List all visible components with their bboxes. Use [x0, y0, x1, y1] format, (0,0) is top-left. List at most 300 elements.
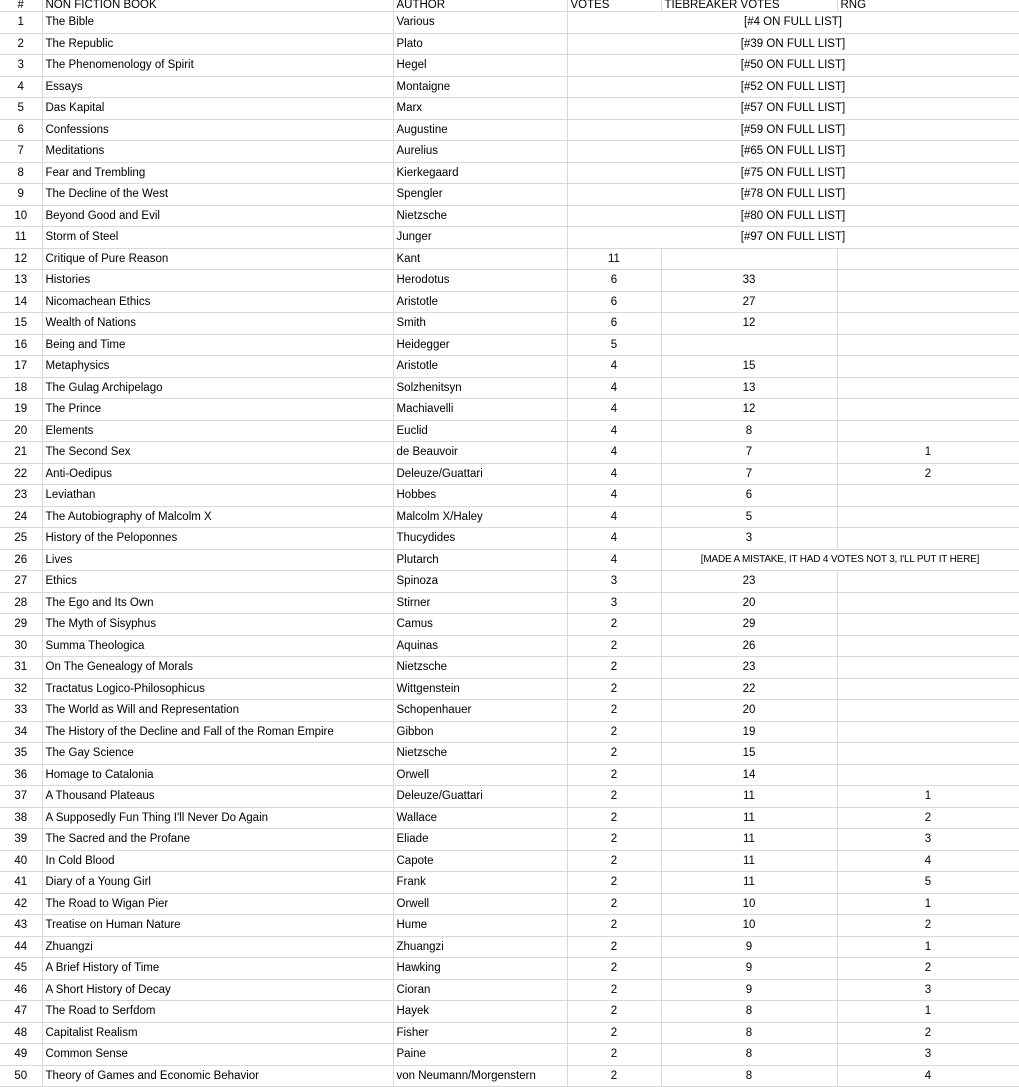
cell-book[interactable]: Ethics: [42, 571, 393, 593]
cell-num[interactable]: 42: [0, 893, 42, 915]
cell-book[interactable]: Homage to Catalonia: [42, 764, 393, 786]
cell-tiebreaker[interactable]: 11: [661, 786, 837, 808]
cell-num[interactable]: 34: [0, 721, 42, 743]
cell-votes[interactable]: 6: [567, 313, 661, 335]
cell-author[interactable]: Aristotle: [393, 356, 567, 378]
cell-num[interactable]: 45: [0, 958, 42, 980]
cell-votes[interactable]: 2: [567, 614, 661, 636]
cell-rng[interactable]: [837, 334, 1019, 356]
cell-tiebreaker[interactable]: 10: [661, 915, 837, 937]
cell-tiebreaker[interactable]: 11: [661, 829, 837, 851]
cell-votes[interactable]: 2: [567, 764, 661, 786]
cell-num[interactable]: 9: [0, 184, 42, 206]
cell-votes[interactable]: 2: [567, 657, 661, 679]
cell-author[interactable]: de Beauvoir: [393, 442, 567, 464]
cell-num[interactable]: 22: [0, 463, 42, 485]
cell-votes[interactable]: 4: [567, 420, 661, 442]
cell-tiebreaker[interactable]: 19: [661, 721, 837, 743]
cell-author[interactable]: Schopenhauer: [393, 700, 567, 722]
table-row: [0, 141, 1019, 163]
cell-author[interactable]: Stirner: [393, 592, 567, 614]
cell-note[interactable]: [#52 ON FULL LIST]: [567, 76, 1019, 98]
cell-tiebreaker[interactable]: 11: [661, 872, 837, 894]
cell-tiebreaker[interactable]: 23: [661, 657, 837, 679]
cell-book[interactable]: Anti-Oedipus: [42, 463, 393, 485]
cell-rng[interactable]: [837, 635, 1019, 657]
cell-author[interactable]: Malcolm X/Haley: [393, 506, 567, 528]
cell-votes[interactable]: 4: [567, 528, 661, 550]
cell-tiebreaker[interactable]: 11: [661, 807, 837, 829]
header-rng[interactable]: RNG: [837, 0, 1019, 12]
cell-tiebreaker[interactable]: [661, 334, 837, 356]
cell-rng[interactable]: [837, 592, 1019, 614]
cell-rng[interactable]: 3: [837, 829, 1019, 851]
cell-num[interactable]: 6: [0, 119, 42, 141]
cell-num[interactable]: 10: [0, 205, 42, 227]
cell-tiebreaker[interactable]: 20: [661, 700, 837, 722]
cell-tiebreaker[interactable]: 33: [661, 270, 837, 292]
cell-votes[interactable]: 11: [567, 248, 661, 270]
cell-num[interactable]: 30: [0, 635, 42, 657]
cell-author[interactable]: Various: [393, 12, 567, 34]
cell-tiebreaker[interactable]: 12: [661, 313, 837, 335]
cell-author[interactable]: Nietzsche: [393, 657, 567, 679]
cell-book[interactable]: On The Genealogy of Morals: [42, 657, 393, 679]
cell-votes[interactable]: 2: [567, 979, 661, 1001]
cell-rng[interactable]: [837, 270, 1019, 292]
table-row: [0, 979, 1019, 1001]
cell-note[interactable]: [#50 ON FULL LIST]: [567, 55, 1019, 77]
cell-author[interactable]: Capote: [393, 850, 567, 872]
cell-votes[interactable]: 6: [567, 291, 661, 313]
cell-author[interactable]: Cioran: [393, 979, 567, 1001]
cell-tiebreaker[interactable]: 27: [661, 291, 837, 313]
cell-num[interactable]: 13: [0, 270, 42, 292]
table-row: [0, 528, 1019, 550]
cell-book[interactable]: Elements: [42, 420, 393, 442]
cell-num[interactable]: 40: [0, 850, 42, 872]
cell-num[interactable]: 49: [0, 1044, 42, 1066]
cell-num[interactable]: 15: [0, 313, 42, 335]
cell-note[interactable]: [#97 ON FULL LIST]: [567, 227, 1019, 249]
cell-votes[interactable]: 3: [567, 571, 661, 593]
table-row: [0, 936, 1019, 958]
cell-book[interactable]: Critique of Pure Reason: [42, 248, 393, 270]
cell-num[interactable]: 18: [0, 377, 42, 399]
cell-num[interactable]: 44: [0, 936, 42, 958]
cell-author[interactable]: Heidegger: [393, 334, 567, 356]
cell-num[interactable]: 5: [0, 98, 42, 120]
cell-votes[interactable]: 5: [567, 334, 661, 356]
cell-book[interactable]: Beyond Good and Evil: [42, 205, 393, 227]
cell-rng[interactable]: [837, 571, 1019, 593]
cell-author[interactable]: Augustine: [393, 119, 567, 141]
cell-votes[interactable]: 4: [567, 485, 661, 507]
cell-num[interactable]: 14: [0, 291, 42, 313]
cell-num[interactable]: 17: [0, 356, 42, 378]
cell-tiebreaker[interactable]: 29: [661, 614, 837, 636]
cell-book[interactable]: Summa Theologica: [42, 635, 393, 657]
cell-rng[interactable]: 2: [837, 1022, 1019, 1044]
cell-rng[interactable]: [837, 614, 1019, 636]
cell-num[interactable]: 47: [0, 1001, 42, 1023]
cell-author[interactable]: Hume: [393, 915, 567, 937]
cell-author[interactable]: Montaigne: [393, 76, 567, 98]
cell-book[interactable]: Being and Time: [42, 334, 393, 356]
cell-num[interactable]: 16: [0, 334, 42, 356]
cell-num[interactable]: 28: [0, 592, 42, 614]
cell-book[interactable]: Metaphysics: [42, 356, 393, 378]
cell-book[interactable]: A Supposedly Fun Thing I'll Never Do Again: [42, 807, 393, 829]
cell-rng[interactable]: [837, 485, 1019, 507]
cell-author[interactable]: Deleuze/Guattari: [393, 463, 567, 485]
cell-num[interactable]: 35: [0, 743, 42, 765]
cell-tiebreaker[interactable]: 8: [661, 1044, 837, 1066]
table-row: [0, 872, 1019, 894]
cell-rng[interactable]: 3: [837, 1044, 1019, 1066]
cell-votes[interactable]: 2: [567, 958, 661, 980]
cell-tiebreaker[interactable]: 15: [661, 356, 837, 378]
cell-author[interactable]: Orwell: [393, 893, 567, 915]
cell-author[interactable]: Aquinas: [393, 635, 567, 657]
cell-book[interactable]: In Cold Blood: [42, 850, 393, 872]
cell-note[interactable]: [#4 ON FULL LIST]: [567, 12, 1019, 34]
cell-num[interactable]: 48: [0, 1022, 42, 1044]
cell-num[interactable]: 38: [0, 807, 42, 829]
cell-votes[interactable]: 2: [567, 1065, 661, 1087]
cell-book[interactable]: Common Sense: [42, 1044, 393, 1066]
cell-votes[interactable]: 2: [567, 700, 661, 722]
cell-author[interactable]: Hobbes: [393, 485, 567, 507]
cell-book[interactable]: Treatise on Human Nature: [42, 915, 393, 937]
cell-votes[interactable]: 2: [567, 721, 661, 743]
cell-num[interactable]: 23: [0, 485, 42, 507]
cell-num[interactable]: 33: [0, 700, 42, 722]
cell-rng[interactable]: 2: [837, 463, 1019, 485]
cell-rng[interactable]: [837, 678, 1019, 700]
table-row: [0, 420, 1019, 442]
cell-book[interactable]: Leviathan: [42, 485, 393, 507]
cell-num[interactable]: 43: [0, 915, 42, 937]
cell-book[interactable]: Meditations: [42, 141, 393, 163]
cell-num[interactable]: 24: [0, 506, 42, 528]
cell-rng[interactable]: 1: [837, 893, 1019, 915]
cell-tiebreaker[interactable]: 10: [661, 893, 837, 915]
cell-tiebreaker[interactable]: 12: [661, 399, 837, 421]
cell-book[interactable]: The Phenomenology of Spirit: [42, 55, 393, 77]
cell-author[interactable]: Spengler: [393, 184, 567, 206]
table-row: [0, 205, 1019, 227]
cell-book[interactable]: Storm of Steel: [42, 227, 393, 249]
cell-rng[interactable]: 1: [837, 442, 1019, 464]
cell-book[interactable]: The Road to Wigan Pier: [42, 893, 393, 915]
cell-note[interactable]: [#80 ON FULL LIST]: [567, 205, 1019, 227]
cell-tiebreaker[interactable]: 15: [661, 743, 837, 765]
cell-num[interactable]: 19: [0, 399, 42, 421]
cell-num[interactable]: 39: [0, 829, 42, 851]
header-votes[interactable]: VOTES: [567, 0, 661, 12]
cell-book[interactable]: The Gay Science: [42, 743, 393, 765]
cell-num[interactable]: 20: [0, 420, 42, 442]
cell-rng[interactable]: 3: [837, 979, 1019, 1001]
cell-author[interactable]: Thucydides: [393, 528, 567, 550]
cell-tiebreaker[interactable]: 3: [661, 528, 837, 550]
cell-note[interactable]: [#78 ON FULL LIST]: [567, 184, 1019, 206]
cell-tiebreaker[interactable]: 8: [661, 1065, 837, 1087]
header-book[interactable]: NON FICTION BOOK: [42, 0, 393, 12]
cell-rng[interactable]: [837, 399, 1019, 421]
cell-author[interactable]: Frank: [393, 872, 567, 894]
cell-tiebreaker[interactable]: 9: [661, 958, 837, 980]
cell-note[interactable]: [MADE A MISTAKE, IT HAD 4 VOTES NOT 3, I'LL PUT IT HERE]: [661, 549, 1019, 571]
cell-author[interactable]: Wittgenstein: [393, 678, 567, 700]
cell-votes[interactable]: 2: [567, 872, 661, 894]
cell-book[interactable]: The Sacred and the Profane: [42, 829, 393, 851]
cell-num[interactable]: 21: [0, 442, 42, 464]
cell-book[interactable]: The Bible: [42, 12, 393, 34]
cell-votes[interactable]: 2: [567, 850, 661, 872]
cell-votes[interactable]: 4: [567, 399, 661, 421]
cell-book[interactable]: The Myth of Sisyphus: [42, 614, 393, 636]
cell-num[interactable]: 1: [0, 12, 42, 34]
cell-num[interactable]: 11: [0, 227, 42, 249]
cell-book[interactable]: The Road to Serfdom: [42, 1001, 393, 1023]
cell-author[interactable]: Smith: [393, 313, 567, 335]
cell-rng[interactable]: [837, 291, 1019, 313]
header-tiebreaker[interactable]: TIEBREAKER VOTES: [661, 0, 837, 12]
cell-tiebreaker[interactable]: 13: [661, 377, 837, 399]
cell-tiebreaker[interactable]: 8: [661, 420, 837, 442]
cell-rng[interactable]: 2: [837, 915, 1019, 937]
cell-votes[interactable]: 2: [567, 678, 661, 700]
cell-author[interactable]: Nietzsche: [393, 743, 567, 765]
cell-num[interactable]: 31: [0, 657, 42, 679]
cell-rng[interactable]: [837, 657, 1019, 679]
table-row: [0, 657, 1019, 679]
cell-book[interactable]: Capitalist Realism: [42, 1022, 393, 1044]
cell-author[interactable]: Paine: [393, 1044, 567, 1066]
cell-book[interactable]: Essays: [42, 76, 393, 98]
cell-votes[interactable]: 4: [567, 356, 661, 378]
cell-tiebreaker[interactable]: 20: [661, 592, 837, 614]
cell-book[interactable]: Wealth of Nations: [42, 313, 393, 335]
cell-rng[interactable]: [837, 721, 1019, 743]
cell-num[interactable]: 32: [0, 678, 42, 700]
cell-votes[interactable]: 2: [567, 829, 661, 851]
cell-tiebreaker[interactable]: [661, 248, 837, 270]
cell-book[interactable]: Nicomachean Ethics: [42, 291, 393, 313]
cell-rng[interactable]: [837, 248, 1019, 270]
cell-book[interactable]: A Short History of Decay: [42, 979, 393, 1001]
cell-note[interactable]: [#59 ON FULL LIST]: [567, 119, 1019, 141]
cell-votes[interactable]: 2: [567, 807, 661, 829]
cell-author[interactable]: Fisher: [393, 1022, 567, 1044]
cell-num[interactable]: 7: [0, 141, 42, 163]
cell-book[interactable]: The Gulag Archipelago: [42, 377, 393, 399]
cell-tiebreaker[interactable]: 23: [661, 571, 837, 593]
cell-book[interactable]: A Brief History of Time: [42, 958, 393, 980]
cell-rng[interactable]: 1: [837, 786, 1019, 808]
cell-votes[interactable]: 2: [567, 936, 661, 958]
cell-note[interactable]: [#65 ON FULL LIST]: [567, 141, 1019, 163]
cell-votes[interactable]: 4: [567, 463, 661, 485]
cell-num[interactable]: 3: [0, 55, 42, 77]
cell-num[interactable]: 29: [0, 614, 42, 636]
cell-num[interactable]: 2: [0, 33, 42, 55]
cell-book[interactable]: Confessions: [42, 119, 393, 141]
cell-author[interactable]: Orwell: [393, 764, 567, 786]
cell-votes[interactable]: 2: [567, 1001, 661, 1023]
cell-rng[interactable]: [837, 700, 1019, 722]
cell-author[interactable]: Euclid: [393, 420, 567, 442]
header-num[interactable]: #: [0, 0, 42, 12]
cell-book[interactable]: The Prince: [42, 399, 393, 421]
cell-rng[interactable]: 2: [837, 807, 1019, 829]
cell-tiebreaker[interactable]: 9: [661, 979, 837, 1001]
cell-rng[interactable]: 1: [837, 1001, 1019, 1023]
cell-tiebreaker[interactable]: 5: [661, 506, 837, 528]
cell-author[interactable]: Wallace: [393, 807, 567, 829]
cell-note[interactable]: [#39 ON FULL LIST]: [567, 33, 1019, 55]
cell-book[interactable]: The Ego and Its Own: [42, 592, 393, 614]
cell-num[interactable]: 4: [0, 76, 42, 98]
cell-tiebreaker[interactable]: 11: [661, 850, 837, 872]
cell-rng[interactable]: [837, 743, 1019, 765]
cell-author[interactable]: Eliade: [393, 829, 567, 851]
cell-tiebreaker[interactable]: 8: [661, 1001, 837, 1023]
cell-tiebreaker[interactable]: 7: [661, 463, 837, 485]
cell-author[interactable]: Solzhenitsyn: [393, 377, 567, 399]
cell-num[interactable]: 50: [0, 1065, 42, 1087]
cell-votes[interactable]: 6: [567, 270, 661, 292]
cell-author[interactable]: von Neumann/Morgenstern: [393, 1065, 567, 1087]
cell-rng[interactable]: [837, 377, 1019, 399]
cell-votes[interactable]: 2: [567, 743, 661, 765]
cell-book[interactable]: Zhuangzi: [42, 936, 393, 958]
table-row: [0, 893, 1019, 915]
cell-author[interactable]: Deleuze/Guattari: [393, 786, 567, 808]
table-row: [0, 270, 1019, 292]
cell-num[interactable]: 26: [0, 549, 42, 571]
cell-author[interactable]: Machiavelli: [393, 399, 567, 421]
cell-votes[interactable]: 2: [567, 635, 661, 657]
cell-author[interactable]: Marx: [393, 98, 567, 120]
cell-rng[interactable]: 4: [837, 850, 1019, 872]
cell-rng[interactable]: [837, 313, 1019, 335]
cell-author[interactable]: Nietzsche: [393, 205, 567, 227]
cell-author[interactable]: Spinoza: [393, 571, 567, 593]
cell-book[interactable]: The Autobiography of Malcolm X: [42, 506, 393, 528]
cell-tiebreaker[interactable]: 9: [661, 936, 837, 958]
cell-num[interactable]: 27: [0, 571, 42, 593]
cell-votes[interactable]: 4: [567, 442, 661, 464]
cell-votes[interactable]: 2: [567, 786, 661, 808]
cell-rng[interactable]: [837, 764, 1019, 786]
cell-author[interactable]: Aristotle: [393, 291, 567, 313]
cell-author[interactable]: Junger: [393, 227, 567, 249]
cell-rng[interactable]: 4: [837, 1065, 1019, 1087]
cell-author[interactable]: Hegel: [393, 55, 567, 77]
cell-rng[interactable]: [837, 528, 1019, 550]
cell-book[interactable]: Das Kapital: [42, 98, 393, 120]
cell-num[interactable]: 46: [0, 979, 42, 1001]
header-author[interactable]: AUTHOR: [393, 0, 567, 12]
cell-rng[interactable]: 5: [837, 872, 1019, 894]
cell-book[interactable]: Tractatus Logico-Philosophicus: [42, 678, 393, 700]
cell-book[interactable]: The History of the Decline and Fall of the Roman Empire: [42, 721, 393, 743]
cell-book[interactable]: The Decline of the West: [42, 184, 393, 206]
cell-tiebreaker[interactable]: 14: [661, 764, 837, 786]
cell-book[interactable]: Histories: [42, 270, 393, 292]
cell-author[interactable]: Hawking: [393, 958, 567, 980]
cell-num[interactable]: 25: [0, 528, 42, 550]
cell-book[interactable]: History of the Peloponnes: [42, 528, 393, 550]
cell-note[interactable]: [#75 ON FULL LIST]: [567, 162, 1019, 184]
cell-votes[interactable]: 4: [567, 377, 661, 399]
cell-author[interactable]: Herodotus: [393, 270, 567, 292]
table-row: [0, 1065, 1019, 1087]
table-row: [0, 98, 1019, 120]
cell-author[interactable]: Zhuangzi: [393, 936, 567, 958]
cell-note[interactable]: [#57 ON FULL LIST]: [567, 98, 1019, 120]
cell-tiebreaker[interactable]: 6: [661, 485, 837, 507]
cell-author[interactable]: Plutarch: [393, 549, 567, 571]
cell-author[interactable]: Kierkegaard: [393, 162, 567, 184]
table-row: [0, 76, 1019, 98]
cell-rng[interactable]: 1: [837, 936, 1019, 958]
cell-book[interactable]: The World as Will and Representation: [42, 700, 393, 722]
cell-tiebreaker[interactable]: 22: [661, 678, 837, 700]
cell-votes[interactable]: 4: [567, 549, 661, 571]
cell-book[interactable]: Theory of Games and Economic Behavior: [42, 1065, 393, 1087]
cell-num[interactable]: 37: [0, 786, 42, 808]
cell-tiebreaker[interactable]: 7: [661, 442, 837, 464]
cell-votes[interactable]: 2: [567, 1044, 661, 1066]
cell-votes[interactable]: 2: [567, 915, 661, 937]
cell-tiebreaker[interactable]: 8: [661, 1022, 837, 1044]
cell-author[interactable]: Kant: [393, 248, 567, 270]
cell-rng[interactable]: [837, 356, 1019, 378]
cell-tiebreaker[interactable]: 26: [661, 635, 837, 657]
cell-author[interactable]: Plato: [393, 33, 567, 55]
cell-votes[interactable]: 4: [567, 506, 661, 528]
cell-num[interactable]: 41: [0, 872, 42, 894]
cell-book[interactable]: A Thousand Plateaus: [42, 786, 393, 808]
cell-votes[interactable]: 2: [567, 893, 661, 915]
cell-author[interactable]: Hayek: [393, 1001, 567, 1023]
cell-num[interactable]: 8: [0, 162, 42, 184]
cell-book[interactable]: Fear and Trembling: [42, 162, 393, 184]
cell-rng[interactable]: [837, 506, 1019, 528]
cell-book[interactable]: Diary of a Young Girl: [42, 872, 393, 894]
cell-author[interactable]: Aurelius: [393, 141, 567, 163]
cell-rng[interactable]: 2: [837, 958, 1019, 980]
cell-rng[interactable]: [837, 420, 1019, 442]
cell-book[interactable]: The Second Sex: [42, 442, 393, 464]
table-row: [0, 678, 1019, 700]
table-row: [0, 313, 1019, 335]
cell-num[interactable]: 36: [0, 764, 42, 786]
table-row: [0, 12, 1019, 34]
cell-book[interactable]: The Republic: [42, 33, 393, 55]
cell-num[interactable]: 12: [0, 248, 42, 270]
table-row: [0, 915, 1019, 937]
cell-book[interactable]: Lives: [42, 549, 393, 571]
cell-votes[interactable]: 3: [567, 592, 661, 614]
cell-author[interactable]: Camus: [393, 614, 567, 636]
cell-author[interactable]: Gibbon: [393, 721, 567, 743]
cell-votes[interactable]: 2: [567, 1022, 661, 1044]
